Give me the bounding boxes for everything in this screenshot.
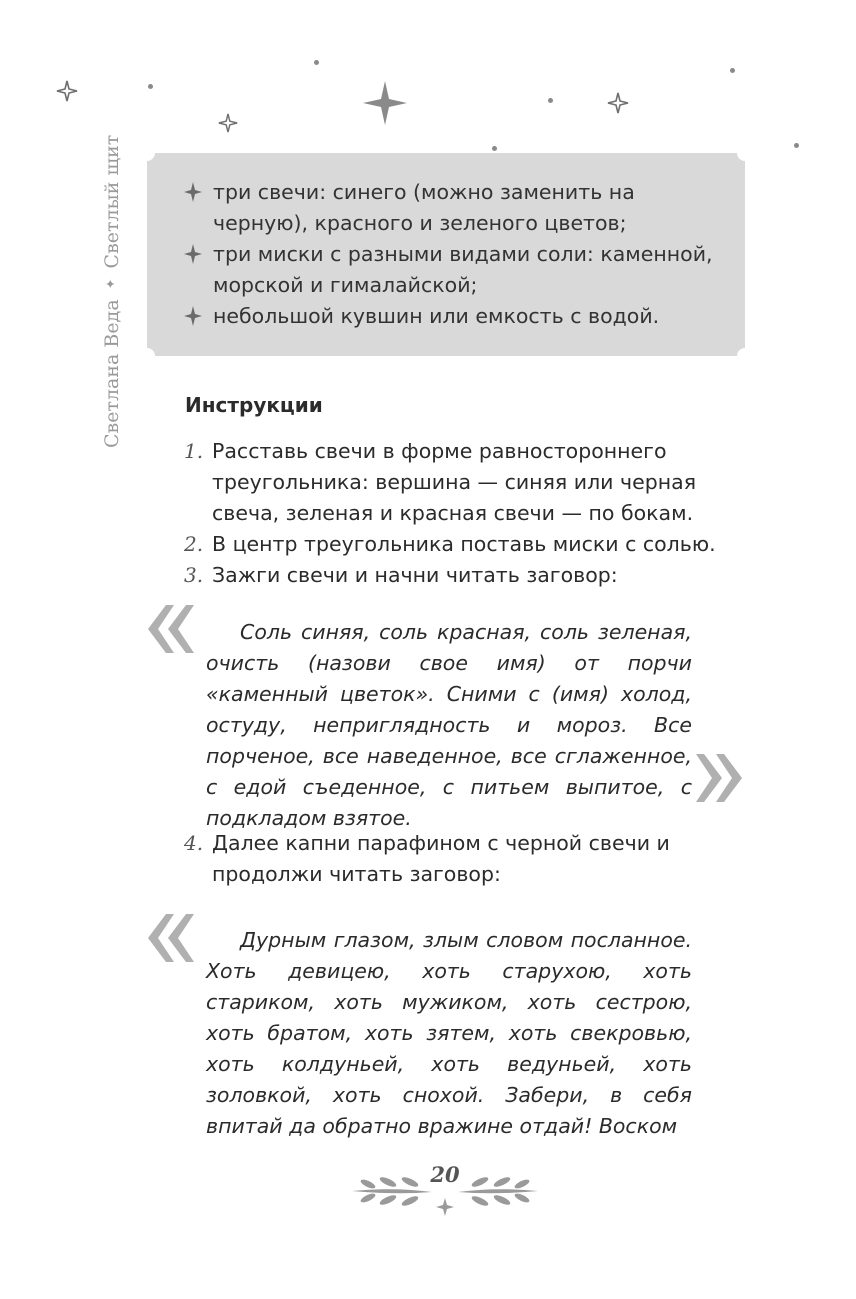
- steps-list: [180, 436, 750, 591]
- four-point-star-icon: [183, 180, 203, 204]
- list-item: [183, 301, 725, 332]
- spell-2: [206, 925, 692, 1142]
- spell-2-text: Дурным глазом, злым словом посланное. Хоть девицею, хоть старухою, хоть стариком, хоть мужиком, хоть сестрою, хоть братом, хоть зятем, хоть свекровью, хоть колдуньей, хоть ведуньей, хоть золовкой, хоть снохой. Забери, в себя впитай да обратно вражине отдай! Воском: [206, 928, 692, 1138]
- material-text: три миски с разными видами соли: каменной, морской и гималайской;: [213, 242, 713, 297]
- author-name: Светлана Веда: [101, 299, 123, 448]
- left-guillemet-icon: [146, 912, 196, 964]
- instructions-heading: Инструкции: [185, 393, 323, 417]
- step-number: 1.: [184, 439, 204, 463]
- right-guillemet-icon: [694, 752, 744, 804]
- book-title: Светлый щит: [101, 134, 123, 269]
- star-dot: [548, 98, 553, 103]
- sparkle-star-icon: [218, 113, 238, 133]
- sparkle-star-icon: [607, 92, 629, 114]
- step-number: 4.: [184, 831, 204, 855]
- step-item: [180, 529, 750, 560]
- left-guillemet-icon: [146, 603, 196, 655]
- running-head: [96, 108, 123, 448]
- four-point-star-icon: [183, 304, 203, 328]
- step-text: Зажги свечи и начни читать заговор:: [212, 563, 618, 587]
- step-text: Расставь свечи в форме равностороннего треугольника: вершина — синяя или черная свеча, зеленая и красная свечи — по бокам.: [212, 439, 697, 525]
- star-dot: [492, 146, 497, 151]
- list-item: [183, 177, 725, 239]
- spell-1-text: Соль синяя, соль красная, соль зеленая, очисть (назови свое имя) от порчи «каменный цветок». Сними с (имя) холод, остуду, неприглядность и мороз. Все порченое, все наведенное, все сглаженное, с едой съеденное, с питьем выпитое, с подкладом взятое.: [206, 620, 692, 830]
- spell-1: [206, 617, 692, 834]
- step-number: 2.: [184, 532, 204, 556]
- step-item: [180, 560, 750, 591]
- star-dot: [148, 84, 153, 89]
- material-text: три свечи: синего (можно заменить на черную), красного и зеленого цветов;: [213, 180, 635, 235]
- star-dot: [730, 68, 735, 73]
- materials-box: [147, 153, 745, 356]
- steps-list-continued: [180, 828, 750, 890]
- materials-list: [147, 153, 745, 332]
- step-item: [180, 436, 750, 529]
- box-corner: [737, 348, 753, 364]
- four-point-star-icon: [183, 242, 203, 266]
- running-head-separator: ✦: [104, 278, 119, 290]
- step-text: В центр треугольника поставь миски с солью.: [212, 532, 716, 556]
- page-number: 20: [430, 1162, 460, 1187]
- sparkle-star-icon: [56, 80, 78, 102]
- step-number: 3.: [184, 563, 204, 587]
- step-text: Далее капни парафином с черной свечи и продолжи читать заговор:: [212, 831, 670, 886]
- large-star-icon: [362, 80, 408, 126]
- box-corner: [139, 145, 155, 161]
- star-dot: [314, 60, 319, 65]
- box-corner: [139, 348, 155, 364]
- star-dot: [794, 143, 799, 148]
- list-item: [183, 239, 725, 301]
- step-item: [180, 828, 750, 890]
- box-corner: [737, 145, 753, 161]
- page-footer: [350, 1160, 540, 1220]
- material-text: небольшой кувшин или емкость с водой.: [213, 304, 660, 328]
